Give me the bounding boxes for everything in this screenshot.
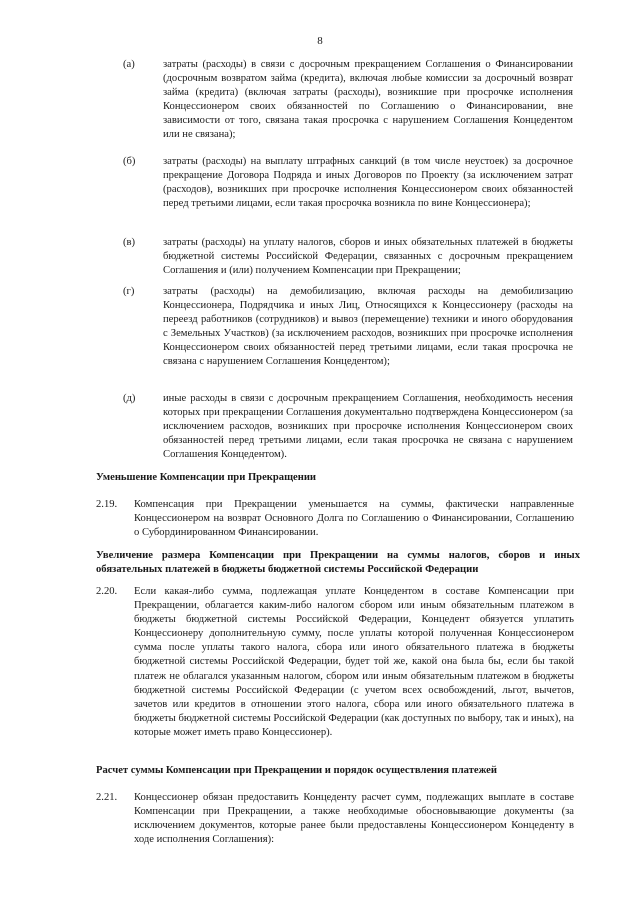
clause-number: 2.21. — [96, 792, 118, 803]
list-item-label: (д) — [123, 393, 136, 404]
clause-text: Если какая-либо сумма, подлежащая уплате Концедентом в составе Компенсации при Прекращении, облагается каким-либо налогом сбором или иным обязательным платежом в бюджеты бюджетной системы Российской Федерации, Концедент обязуется уплатить Концессионеру дополнительную сумму, после уплаты которой полученная Концессионером сумма после уплаты такого налога, сбора или иного обязательного платежа в бюджеты бюджетной системы Российской Федерации, будет той же, какой она была бы, если бы такой платеж не облагался указанным налогом, сбором или иным обязательным платежом в бюджеты бюджетной системы Российской Федерации (с учетом всех освобождений, льгот, вычетов, зачетов или кредитов в отношении этого налога, сбора или иного обязательного платежа в бюджеты бюджетной системы Российской Федерации (как доступных по выбору, так и иных), на которые может иметь право Концессионер). — [134, 586, 574, 738]
list-item-text: затраты (расходы) на выплату штрафных санкций (в том числе неустоек) за досрочное прекращение Договора Подряда и иных Договоров по Проекту (за исключением затрат (расходов), возникших при просрочке исполнения Концессионером своих обязанностей перед третьими лицами, если такая просрочка возникла по вине Концессионера); — [163, 156, 573, 210]
list-item-label: (а) — [123, 59, 135, 70]
section-heading-calculation: Расчет суммы Компенсации при Прекращении и порядок осуществления платежей — [96, 765, 497, 776]
list-item-label: (г) — [123, 286, 135, 297]
clause-text: Компенсация при Прекращении уменьшается на суммы, фактически направленные Концессионером на возврат Основного Долга по Соглашению о Финансировании, Соглашению о Субординированном Финансировании. — [134, 499, 574, 539]
list-item-text: затраты (расходы) на демобилизацию, включая расходы на демобилизацию Концессионера, Подрядчика и иных Лиц, Относящихся к Концессионеру (расходы на переезд работников (сотрудников) и вывоз (перемещение) техники и иного оборудования с Земельных Участков) (за исключением расходов, возникших при просрочке исполнения Концессионером своих обязанностей перед третьими лицами, если такая просрочка не связана с нарушением Соглашения Концедентом); — [163, 286, 573, 368]
list-item-text: иные расходы в связи с досрочным прекращением Соглашения, необходимость несения которых при прекращении Соглашения документально подтверждена Концессионером (за исключением расходов, возникших при просрочке исполнения Концессионером своих обязанностей перед третьими лицами, если такая просрочка не связана с нарушением Соглашения Концедентом). — [163, 393, 573, 461]
section-heading-increase: Увеличение размера Компенсации при Прекращении на суммы налогов, сборов и иных обязательных платежей в бюджеты бюджетной системы Российской Федерации — [96, 550, 580, 576]
clause-text: Концессионер обязан предоставить Концеденту расчет сумм, подлежащих выплате в составе Компенсации при Прекращении, а также необходимые обосновывающие документы (за исключением документов, которые ранее были предоставлены Концессионером Концеденту в ходе исполнения Соглашения): — [134, 792, 574, 846]
list-item-text: затраты (расходы) в связи с досрочным прекращением Соглашения о Финансировании (досрочным возвратом займа (кредита), включая любые комиссии за досрочный возврат займа (кредита) (включая затраты (расходы), возникшие при просрочке исполнения Концессионером своих обязанностей по Соглашению о Финансировании, вне зависимости от того, связана такая просрочка с нарушением Соглашения Концедентом или не связана); — [163, 59, 573, 141]
list-item-text: затраты (расходы) на уплату налогов, сборов и иных обязательных платежей в бюджеты бюджетной системы Российской Федерации, связанных с досрочным прекращением Соглашения и (или) получением Компенсации при Прекращении; — [163, 237, 573, 277]
page-number: 8 — [317, 35, 323, 47]
list-item-label: (в) — [123, 237, 136, 248]
clause-number: 2.20. — [96, 586, 118, 597]
clause-number: 2.19. — [96, 499, 118, 510]
section-heading-reduction: Уменьшение Компенсации при Прекращении — [96, 472, 317, 483]
list-item-label: (б) — [123, 156, 136, 167]
